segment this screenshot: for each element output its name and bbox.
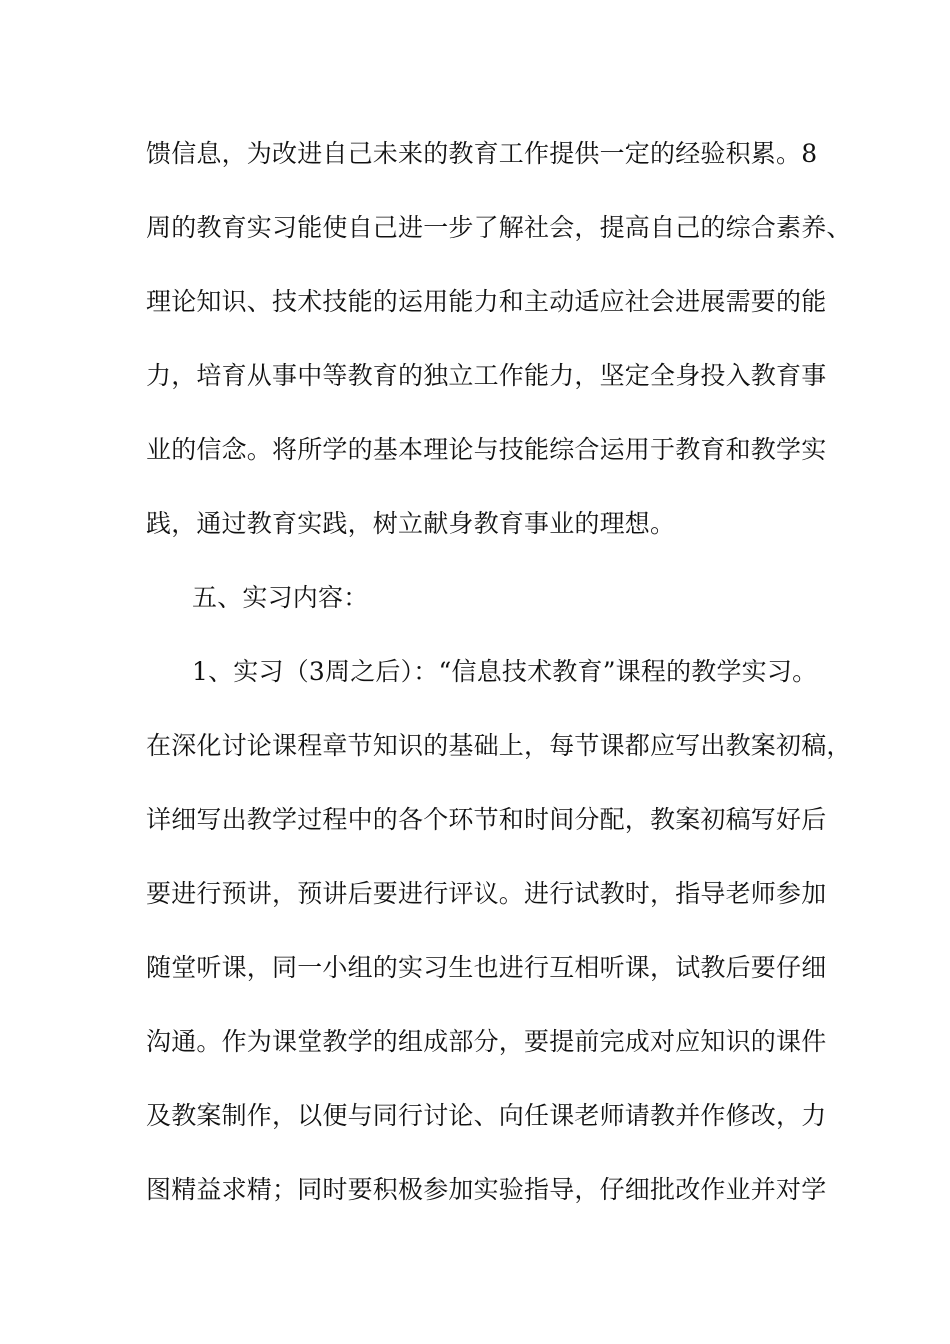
- text-line: 业的信念。将所学的基本理论与技能综合运用于教育和教学实: [146, 435, 827, 464]
- text-line: 力，培育从事中等教育的独立工作能力，坚定全身投入教育事: [146, 361, 827, 390]
- section-heading: 五、实习内容：: [192, 583, 369, 612]
- text-line: 践，通过教育实践，树立献身教育事业的理想。: [146, 509, 676, 538]
- text-line: 沟通。作为课堂教学的组成部分，要提前完成对应知识的课件: [146, 1027, 827, 1056]
- text-line: 随堂听课，同一小组的实习生也进行互相听课，试教后要仔细: [146, 953, 827, 982]
- text-line: 馈信息，为改进自己未来的教育工作提供一定的经验积累。8: [146, 139, 818, 168]
- text-line: 及教案制作，以便与同行讨论、向任课老师请教并作修改，力: [146, 1101, 827, 1130]
- text-line: 图精益求精；同时要积极参加实验指导，仔细批改作业并对学: [146, 1175, 827, 1204]
- text-line: 1、实习（3周之后）：“信息技术教育”课程的教学实习。: [192, 657, 818, 686]
- text-line: 理论知识、技术技能的运用能力和主动适应社会进展需要的能: [146, 287, 827, 316]
- text-line: 在深化讨论课程章节知识的基础上，每节课都应写出教案初稿，: [146, 731, 852, 760]
- text-line: 周的教育实习能使自己进一步了解社会，提高自己的综合素养、: [146, 213, 852, 242]
- text-line: 要进行预讲，预讲后要进行评议。进行试教时，指导老师参加: [146, 879, 827, 908]
- text-line: 详细写出教学过程中的各个环节和时间分配，教案初稿写好后: [146, 805, 827, 834]
